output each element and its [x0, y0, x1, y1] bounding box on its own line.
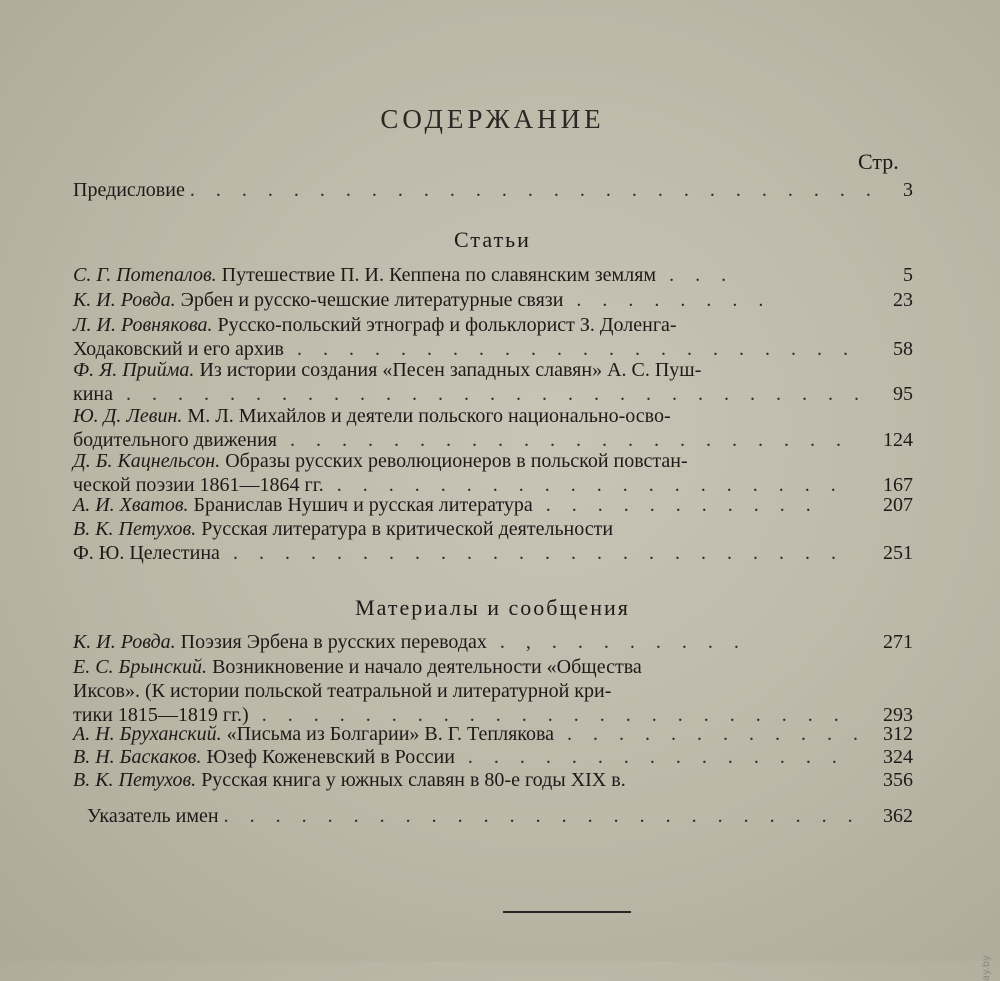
- page-number: 58: [893, 338, 913, 360]
- leader-dots: . . .: [656, 264, 735, 286]
- entry-author: Ф. Я. Прийма.: [73, 359, 195, 381]
- entry-text-line: Эрбен и русско-чешские литературные связи: [180, 289, 564, 311]
- toc-entry: [73, 288, 913, 312]
- leader-dots: . . . . . . . . . . . . . . . . . . . . . . . .: [219, 542, 844, 564]
- preface-label: Предисловие: [73, 179, 185, 201]
- page-number: 167: [883, 474, 913, 496]
- entry-author: А. Н. Бруханский.: [73, 723, 222, 745]
- entry-author: Л. И. Ровнякова.: [73, 314, 213, 336]
- entry-text-line: Русская литература в критической деятельности: [201, 518, 614, 540]
- page-number: 23: [893, 289, 913, 311]
- entry-author: Д. Б. Кацнельсон.: [73, 450, 221, 472]
- page-number: 95: [893, 383, 913, 405]
- entry-text-line: Ходаковский и его архив: [73, 338, 284, 360]
- entry-author: С. Г. Потепалов.: [73, 264, 217, 286]
- entry-text-line: Поэзия Эрбена в русских переводах: [180, 631, 487, 653]
- entry-text-line: Бранислав Нушич и русская литература: [193, 494, 533, 516]
- index-label: Указатель имен: [87, 805, 219, 827]
- entry-author: Е. С. Брынский.: [73, 656, 208, 678]
- page-number: 324: [883, 746, 913, 768]
- toc-entry: [73, 655, 913, 727]
- leader-dots: . . . . . . . . . . . . . . . . . . . . . . .: [248, 704, 847, 726]
- toc-entry: [73, 449, 913, 497]
- entry-author: В. Н. Баскаков.: [73, 746, 202, 768]
- entry-author: А. И. Хватов.: [73, 494, 189, 516]
- toc-entry: [73, 517, 913, 565]
- bottom-rule: [503, 911, 631, 913]
- page-number: 312: [883, 723, 913, 745]
- entry-text-line: Образы русских революционеров в польской повстан-: [225, 450, 688, 472]
- entry-author: Ю. Д. Левин.: [73, 405, 183, 427]
- page-number: 207: [883, 494, 913, 516]
- entry-text-line: тики 1815—1819 гг.): [73, 704, 249, 726]
- leader-dots: . . . . . . . . . . . . . . . . . . . . . . . . . . .: [189, 179, 879, 201]
- page-number: 271: [883, 631, 913, 653]
- leader-dots: . . . . . . . .: [563, 289, 772, 311]
- page-number: 356: [883, 769, 913, 791]
- page-number: 5: [903, 264, 913, 286]
- section-heading-materials: Материалы и сообщения: [355, 595, 630, 620]
- leader-dots: . . . . . . . . . . . .: [554, 723, 867, 745]
- leader-dots: . . . . . . . . . . .: [532, 494, 819, 516]
- entry-text-line: Русско-польский этнограф и фольклорист З. Доленга-: [217, 314, 677, 336]
- entry-text-line: «Письма из Болгарии» В. Г. Теплякова: [226, 723, 555, 745]
- page-column-label: Стр.: [858, 149, 899, 174]
- toc-entry-index: [73, 804, 913, 828]
- entry-text-line: М. Л. Михайлов и деятели польского национально-осво-: [187, 405, 671, 427]
- leader-dots: . . . . . . . . . . . . . . . . . . . . . .: [284, 338, 856, 360]
- toc-entry: [73, 404, 913, 452]
- entry-text-line: Возникновение и начало деятельности «Общества: [212, 656, 642, 678]
- entry-text-line: ческой поэзии 1861—1864 гг.: [73, 474, 324, 496]
- toc-entry: [73, 263, 913, 287]
- page-number: 293: [883, 704, 913, 726]
- leader-dots: . , . . . . . . . .: [486, 631, 747, 653]
- watermark-text: ay.by: [981, 955, 992, 981]
- entry-author: К. И. Ровда.: [73, 289, 176, 311]
- page-number: 362: [883, 805, 913, 827]
- entry-text-line: Путешествие П. И. Кеппена по славянским землям: [221, 264, 657, 286]
- page-title: СОДЕРЖАНИЕ: [380, 104, 605, 134]
- entry-text-line: Иксов». (К истории польской театральной и литературной кри-: [73, 680, 612, 702]
- leader-dots: . . . . . . . . . . . . . . .: [454, 746, 845, 768]
- toc-entry: [73, 313, 913, 361]
- entry-text-line: Ф. Ю. Целестина: [73, 542, 220, 564]
- entry-author: В. К. Петухов.: [73, 518, 197, 540]
- leader-dots: . . . . . . . . . . . . . . . . . . . . . . . . . . . . .: [113, 383, 867, 405]
- entry-text-line: Русская книга у южных славян в 80-е годы XIX в.: [201, 769, 626, 791]
- leader-dots: . . . . . . . . . . . . . . . . . . . . . . . . .: [223, 805, 861, 827]
- toc-entry: [73, 630, 913, 654]
- entry-text-line: кина: [73, 383, 113, 405]
- toc-entry: [73, 768, 913, 792]
- page-number: 124: [883, 429, 913, 451]
- entry-text-line: Из истории создания «Песен западных славян» А. С. Пуш-: [199, 359, 702, 381]
- page-number: 251: [883, 542, 913, 564]
- toc-entry: [73, 722, 913, 746]
- entry-text-line: бодительного движения: [73, 429, 277, 451]
- entry-text-line: Юзеф Коженевский в России: [206, 746, 455, 768]
- section-heading-articles: Статьи: [454, 227, 531, 252]
- entry-author: К. И. Ровда.: [73, 631, 176, 653]
- leader-dots: . . . . . . . . . . . . . . . . . . . . . .: [276, 429, 849, 451]
- page-number: 3: [903, 179, 913, 201]
- toc-entry: [73, 358, 913, 406]
- toc-entry-preface: [73, 178, 913, 202]
- toc-entry: [73, 745, 913, 769]
- toc-entry: [73, 493, 913, 517]
- leader-dots: . . . . . . . . . . . . . . . . . . . .: [323, 474, 844, 496]
- entry-author: В. К. Петухов.: [73, 769, 197, 791]
